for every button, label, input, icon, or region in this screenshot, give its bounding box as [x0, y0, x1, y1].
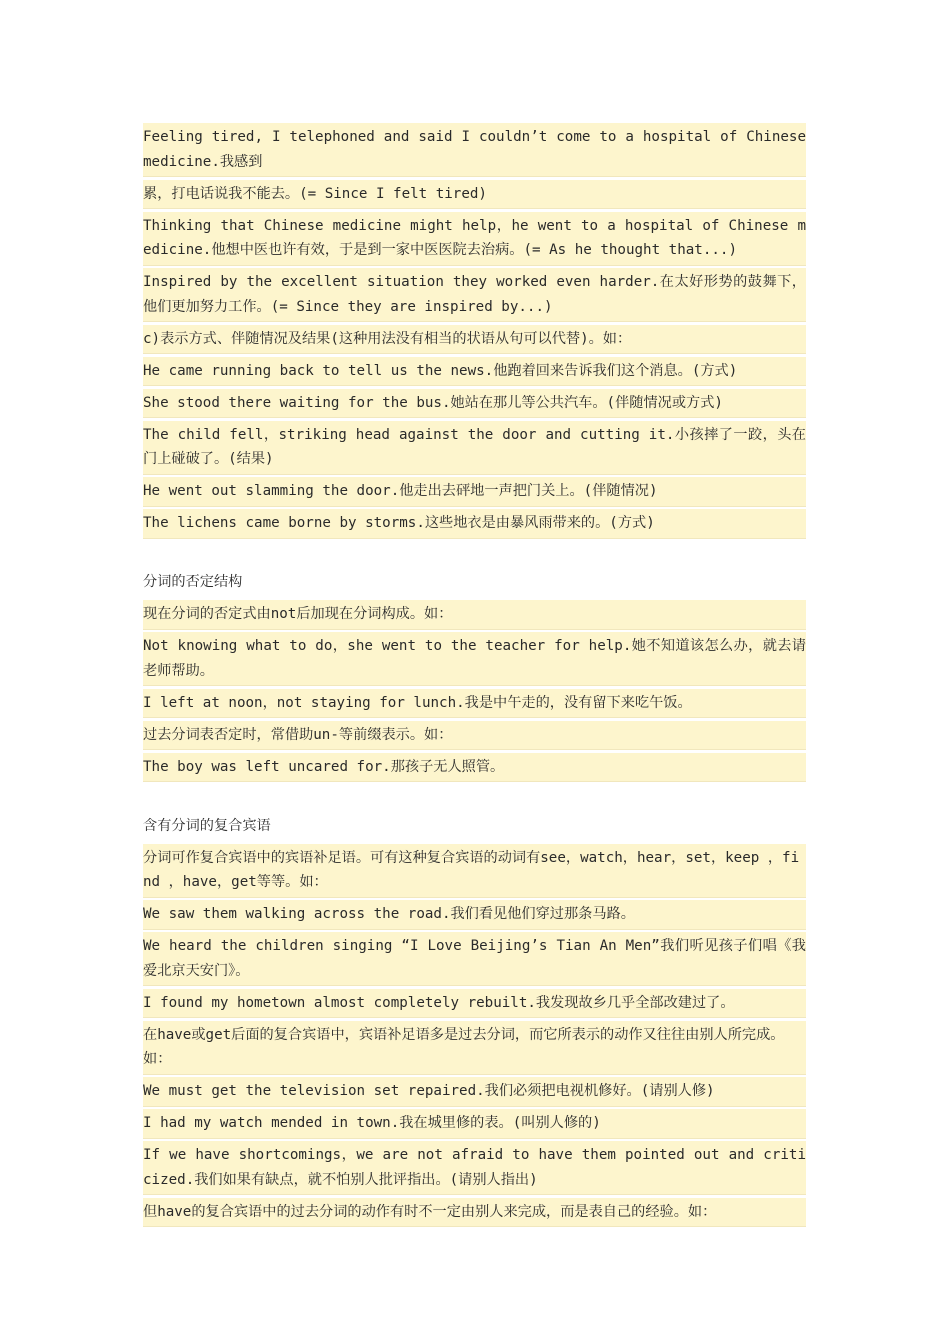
paragraph: Feeling tired, I telephoned and said I couldn’t come to a hospital of Chinese medicine.我感到: [143, 123, 806, 176]
paragraph: Not knowing what to do，she went to the teacher for help.她不知道该怎么办，就去请老师帮助。: [143, 632, 806, 685]
paragraph: 过去分词表否定时，常借助un-等前缀表示。如：: [143, 721, 806, 750]
document-body: [143, 123, 815, 1230]
paragraph: He went out slamming the door.他走出去砰地一声把门关上。(伴随情况): [143, 477, 806, 506]
paragraph: He came running back to tell us the news.他跑着回来告诉我们这个消息。(方式): [143, 357, 806, 386]
paragraph: The lichens came borne by storms.这些地衣是由暴风雨带来的。(方式): [143, 509, 806, 538]
paragraph: We heard the children singing “I Love Beijing’s Tian An Men”我们听见孩子们唱《我爱北京天安门》。: [143, 932, 806, 985]
paragraph: She stood there waiting for the bus.她站在那儿等公共汽车。(伴随情况或方式): [143, 389, 806, 418]
paragraph: 但have的复合宾语中的过去分词的动作有时不一定由别人来完成，而是表自己的经验。如：: [143, 1198, 806, 1227]
paragraph: We must get the television set repaired.我们必须把电视机修好。(请别人修): [143, 1077, 806, 1106]
spacer: [143, 541, 806, 568]
paragraph: The child fell，striking head against the door and cutting it.小孩摔了一跤，头在门上碰破了。(结果): [143, 421, 806, 474]
paragraph: The boy was left uncared for.那孩子无人照管。: [143, 753, 806, 782]
section-heading: 含有分词的复合宾语: [143, 817, 271, 834]
paragraph: 在have或get后面的复合宾语中，宾语补足语多是过去分词，而它所表示的动作又往往由别人所完成。如：: [143, 1021, 806, 1074]
paragraph: I had my watch mended in town.我在城里修的表。(叫别人修的): [143, 1109, 806, 1138]
paragraph: 分词可作复合宾语中的宾语补足语。可有这种复合宾语的动词有see，watch，hear，set，keep ，find ，have，get等等。如：: [143, 844, 806, 897]
spacer: [143, 785, 806, 812]
paragraph: If we have shortcomings，we are not afraid to have them pointed out and criticized.我们如果有缺点，就不怕别人批评指出。(请别人指出): [143, 1141, 806, 1194]
paragraph: I found my hometown almost completely rebuilt.我发现故乡几乎全部改建过了。: [143, 989, 806, 1018]
paragraph: Inspired by the excellent situation they worked even harder.在太好形势的鼓舞下，他们更加努力工作。(= Since they are inspired by...): [143, 268, 806, 321]
paragraph: 累，打电话说我不能去。(= Since I felt tired): [143, 180, 806, 209]
paragraph: Thinking that Chinese medicine might help，he went to a hospital of Chinese medicine.他想中医也许有效，于是到一家中医医院去治病。(= As he thought that...): [143, 212, 806, 265]
paragraph: c)表示方式、伴随情况及结果(这种用法没有相当的状语从句可以代替)。如：: [143, 325, 806, 354]
section-heading: 分词的否定结构: [143, 574, 243, 590]
paragraph: 现在分词的否定式由not后加现在分词构成。如：: [143, 600, 806, 629]
paragraph: We saw them walking across the road.我们看见他们穿过那条马路。: [143, 900, 806, 929]
paragraph: I left at noon，not staying for lunch.我是中午走的，没有留下来吃午饭。: [143, 689, 806, 718]
